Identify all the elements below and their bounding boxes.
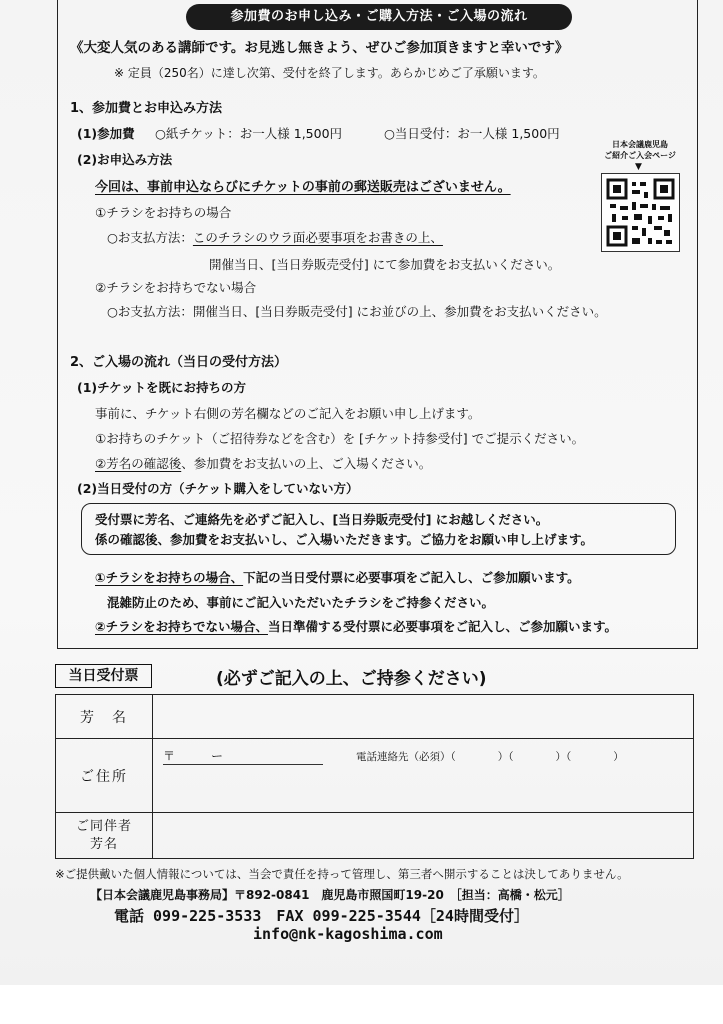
reception-form: [55, 694, 694, 859]
case1-instruction-underlined: ①チラシをお持ちの場合、: [95, 570, 244, 585]
privacy-notice: ※ご提供戴いた個人情報については、当会で責任を持って管理し、第三者へ開示することは決してありません。: [55, 867, 629, 881]
companion-label: [56, 813, 153, 859]
name-label: 芳 名: [56, 695, 153, 739]
case1-instruction: [95, 570, 580, 586]
companion-field[interactable]: [153, 813, 694, 859]
sub1-line3-rest: 、参加費をお支払いの上、ご入場ください。: [181, 456, 432, 471]
sub2-heading: (2)当日受付の方（チケット購入をしていない方）: [77, 481, 359, 496]
case1-instruction-line2: 混雑防止のため、事前にご記入いただいたチラシをご持参ください。: [107, 595, 495, 610]
case1-payment-line2: 開催当日、[当日券販売受付] にて参加費をお支払いください。: [209, 257, 561, 272]
case2-payment: ○お支払方法：開催当日、[当日券販売受付] にお並びの上、参加費をお支払いください。: [107, 304, 607, 319]
case2-instruction-underlined: ②チラシをお持ちでない場合、: [95, 619, 268, 634]
companion-label-line2: 芳名: [89, 836, 118, 852]
box-line2: 係の確認後、参加費をお支払いし、ご入場いただきます。ご協力をお願い申し上げます。: [95, 532, 594, 547]
box-line1: 受付票に芳名、ご連絡先を必ずご記入し、[当日券販売受付] にお越しください。: [95, 512, 549, 527]
address-field[interactable]: [153, 739, 694, 813]
case1-payment: [107, 230, 443, 246]
sub1-line3-underlined: ②芳名の確認後: [95, 456, 182, 471]
capacity-note: ※ 定員（250名）に達し次第、受付を終了します。あらかじめご了承願います。: [114, 66, 545, 80]
phone-field[interactable]: 電話連絡先（必須）（ ）（ ）（ ）: [356, 751, 624, 763]
fee-label: (1)参加費: [77, 126, 135, 141]
case1-payment-prefix: ○お支払方法：: [107, 230, 193, 245]
qr-label-line2: ご紹介ご入会ページ: [604, 151, 676, 160]
no-presale-notice: 今回は、事前申込ならびにチケットの事前の郵送販売はございません。: [95, 180, 511, 195]
office-address: 【日本会議鹿児島事務局】〒892-0841 鹿児島市照国町19-20 ［担当：高橋・松元］: [90, 888, 570, 902]
section-banner: 参加費のお申し込み・ご購入方法・ご入場の流れ: [186, 4, 572, 30]
postal-code-field[interactable]: 〒 ー: [163, 747, 323, 765]
section1-heading: 1、参加費とお申込み方法: [70, 101, 223, 116]
sub1-line1: 事前に、チケット右側の芳名欄などのご記入をお願い申し上げます。: [95, 406, 481, 421]
reception-form-title: 当日受付票: [55, 664, 152, 688]
companion-label-line1: ご同伴者: [75, 818, 132, 834]
contact-phone-fax: 電話 099-225-3533 FAX 099-225-3544［24時間受付］: [114, 907, 529, 925]
contact-email[interactable]: info@nk-kagoshima.com: [253, 925, 443, 943]
qr-arrow: ▼: [635, 162, 642, 172]
address-label: ご住所: [56, 739, 153, 813]
page-margin: [0, 985, 723, 1024]
sub1-line2: ①お持ちのチケット（ご招待券などを含む）を [チケット持参受付] でご提示ください。: [95, 431, 585, 446]
case1-heading: ①チラシをお持ちの場合: [95, 205, 232, 220]
sub1-line3: [95, 456, 431, 472]
intro-text: 《大変人気のある講師です。お見逃し無きよう、ぜひご参加頂きますと幸いです》: [70, 40, 569, 56]
reception-form-subtitle: (必ずご記入の上、ご持参ください): [216, 669, 487, 689]
case1-instruction-rest: 下記の当日受付票に必要事項をご記入し、ご参加願います。: [243, 570, 580, 585]
section2-heading: 2、ご入場の流れ（当日の受付方法）: [70, 355, 288, 370]
apply-label: (2)お申込み方法: [77, 152, 173, 167]
name-field[interactable]: [153, 695, 694, 739]
fee-door: ○当日受付：お一人様 1,500円: [384, 126, 560, 141]
case2-instruction: [95, 619, 617, 635]
case2-instruction-rest: 当日準備する受付票に必要事項をご記入し、ご参加願います。: [267, 619, 617, 634]
case1-payment-underlined: このチラシのウラ面必要事項をお書きの上、: [192, 230, 443, 245]
qr-code[interactable]: [601, 173, 680, 252]
case2-heading: ②チラシをお持ちでない場合: [95, 280, 257, 295]
fee-paper-ticket: ○紙チケット：お一人様 1,500円: [155, 126, 343, 141]
qr-label-line1: 日本会議鹿児島: [612, 140, 668, 149]
sub1-heading: (1)チケットを既にお持ちの方: [77, 380, 246, 395]
